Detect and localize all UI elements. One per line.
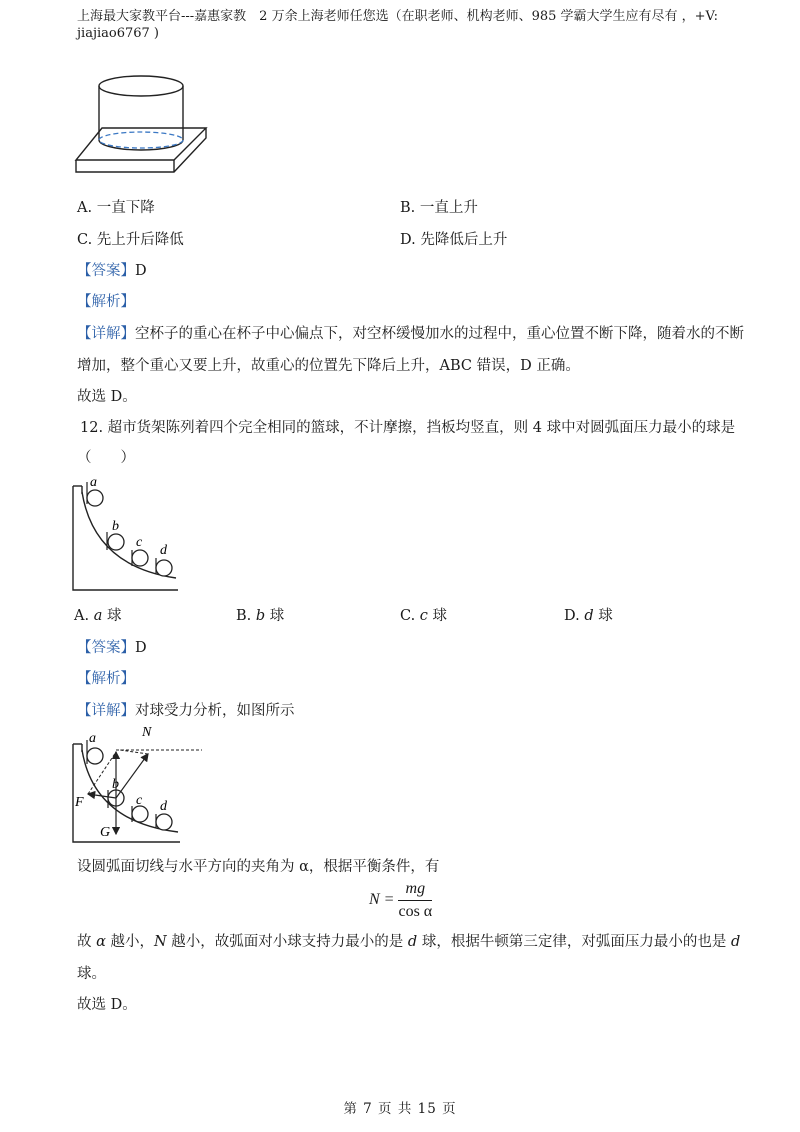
shelf-balls-figure [70,474,182,594]
q12-detail [77,699,295,720]
q12-setup: 设圆弧面切线与水平方向的夹角为 α，根据平衡条件，有 [77,859,440,875]
q11-option-b: B. 一直上升 [400,200,478,216]
formula-fraction [398,880,432,921]
q11-detail-line-2: 增加，整个重心又要上升，故重心的位置先下降后上升，ABC 错误，D 正确。 [77,358,580,374]
detail-text: 对球受力分析，如图所示 [135,703,295,719]
detail-tag: 【详解】 [77,703,135,719]
formula [369,880,432,921]
cup-on-plate-figure [72,72,212,176]
force-ball-label-c: c [136,793,143,808]
q11-conclusion: 故选 D。 [77,389,137,405]
force-analysis-figure [68,722,208,846]
answer-value: D [135,640,147,656]
q11-option-c: C. 先上升后降低 [77,232,184,248]
page-footer: 第 7 页 共 15 页 [343,1101,457,1117]
force-ball-label-d: d [160,799,167,814]
ball-label-a: a [90,475,97,490]
q11-option-a: A. 一直下降 [77,200,155,216]
detail-text: 空杯子的重心在杯子中心偏点下，对空杯缓慢加水的过程中，重心位置不断下降，随着水的不断 [135,326,744,342]
q12-analysis-tag: 【解析】 [77,671,135,687]
ball-label-d: d [160,543,167,558]
q12-option-a: A. a 球 [74,608,122,624]
formula-lhs: N = [369,891,395,909]
q11-analysis-tag: 【解析】 [77,294,135,310]
force-label-f: F [75,795,84,810]
q12-stem-line-2: （ ） [77,450,135,466]
answer-tag: 【答案】 [77,263,135,279]
q11-option-d: D. 先降低后上升 [400,232,508,248]
q12-option-c: C. c 球 [400,608,448,624]
formula-numerator: mg [398,880,432,901]
q12-conclusion: 故选 D。 [77,997,137,1013]
q12-answer [77,636,147,657]
q12-reason-line-2: 球。 [77,966,106,982]
page-header: 上海最大家教平台---嘉惠家教 2 万余上海老师任您选（在职老师、机构老师、985 学霸大学生应有尽有 ，+V: jiajiao6767 ) [77,9,719,41]
q12-option-b: B. b 球 [236,608,285,624]
force-label-g: G [100,825,111,840]
q11-answer [77,259,147,280]
force-ball-label-b: b [112,777,119,792]
q12-stem-line-1: 12. 超市货架陈列着四个完全相同的篮球，不计摩擦，挡板均竖直，则 4 球中对圆弧面压力最小的球是 [80,420,736,436]
ball-label-b: b [112,519,119,534]
detail-tag: 【详解】 [77,326,135,342]
answer-value: D [135,263,147,279]
force-label-n: N [142,725,152,740]
ball-label-c: c [136,535,143,550]
formula-denominator: cos α [398,903,433,920]
q12-option-d: D. d 球 [564,608,613,624]
q11-detail-line-1 [77,322,744,343]
answer-tag: 【答案】 [77,640,135,656]
force-ball-label-a: a [89,731,96,746]
q12-reason-line-1: 故 α 越小，N 越小，故弧面对小球支持力最小的是 d 球，根据牛顿第三定律，对弧面压力最小的也是 d [77,934,741,950]
